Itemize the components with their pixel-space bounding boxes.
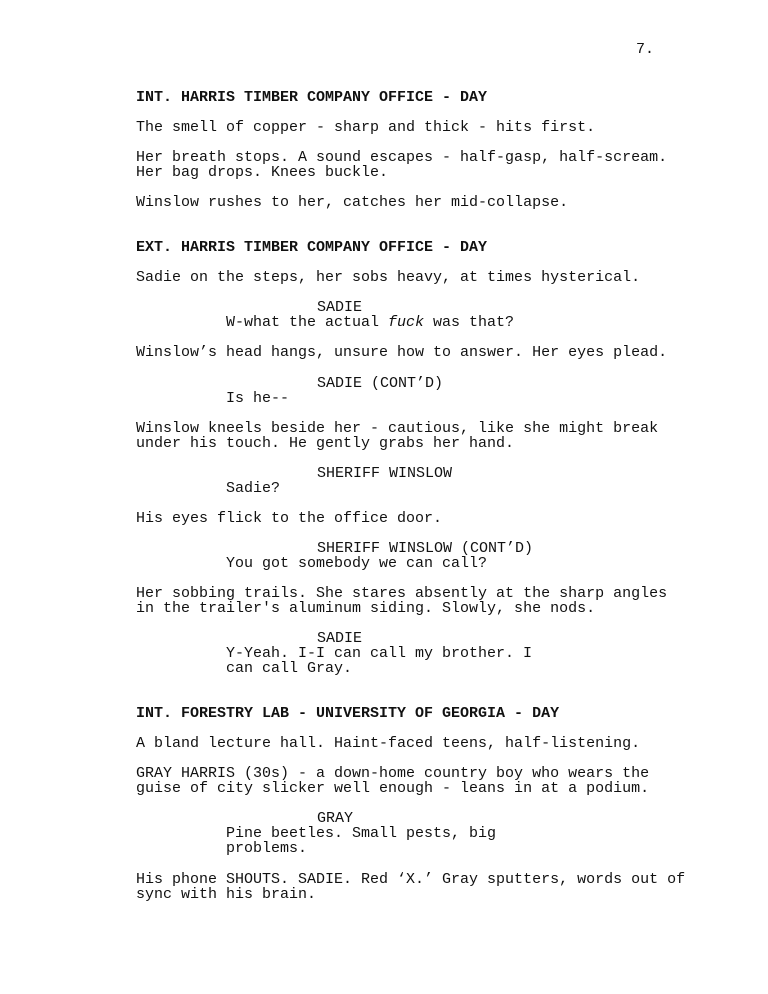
action-line: His phone SHOUTS. SADIE. Red ‘X.’ Gray sputters, words out of (136, 871, 686, 888)
action-line: A bland lecture hall. Haint-faced teens, half-listening. (136, 735, 641, 752)
character-name: GRAY (317, 810, 354, 827)
character-name: SADIE (CONT’D) (317, 375, 444, 392)
dialogue-line: W-what the actual fuck was that? (226, 314, 515, 331)
action-line: Her breath stops. A sound escapes - half-gasp, half-scream. (136, 149, 668, 166)
dialogue-line: You got somebody we can call? (226, 555, 488, 572)
scene-heading: INT. HARRIS TIMBER COMPANY OFFICE - DAY (136, 89, 488, 106)
scene-heading: INT. FORESTRY LAB - UNIVERSITY OF GEORGIA - DAY (136, 705, 560, 722)
dialogue-line: Pine beetles. Small pests, big (226, 825, 497, 842)
action-line: under his touch. He gently grabs her hand. (136, 435, 515, 452)
action-line: Winslow kneels beside her - cautious, like she might break (136, 420, 659, 437)
page-number: 7. (636, 41, 655, 58)
action-line: Winslow’s head hangs, unsure how to answer. Her eyes plead. (136, 344, 668, 361)
dialogue-line: can call Gray. (226, 660, 353, 677)
action-line: guise of city slicker well enough - leans in at a podium. (136, 780, 650, 797)
action-line: Winslow rushes to her, catches her mid-collapse. (136, 194, 569, 211)
action-line: GRAY HARRIS (30s) - a down-home country boy who wears the (136, 765, 650, 782)
dialogue-line: Is he-- (226, 390, 290, 407)
dialogue-line: problems. (226, 840, 308, 857)
action-line: His eyes flick to the office door. (136, 510, 443, 527)
dialogue-line: Sadie? (226, 480, 281, 497)
character-name: SHERIFF WINSLOW (CONT’D) (317, 540, 534, 557)
scene-heading: EXT. HARRIS TIMBER COMPANY OFFICE - DAY (136, 239, 488, 256)
action-line: Her sobbing trails. She stares absently at the sharp angles (136, 585, 668, 602)
character-name: SADIE (317, 299, 363, 316)
action-line: The smell of copper - sharp and thick - hits first. (136, 119, 596, 136)
character-name: SHERIFF WINSLOW (317, 465, 453, 482)
dialogue-line: Y-Yeah. I-I can call my brother. I (226, 645, 533, 662)
action-line: Her bag drops. Knees buckle. (136, 164, 389, 181)
action-line: sync with his brain. (136, 886, 317, 903)
emphasis: fuck (388, 314, 425, 331)
character-name: SADIE (317, 630, 363, 647)
action-line: in the trailer's aluminum siding. Slowly, she nods. (136, 600, 596, 617)
action-line: Sadie on the steps, her sobs heavy, at times hysterical. (136, 269, 641, 286)
